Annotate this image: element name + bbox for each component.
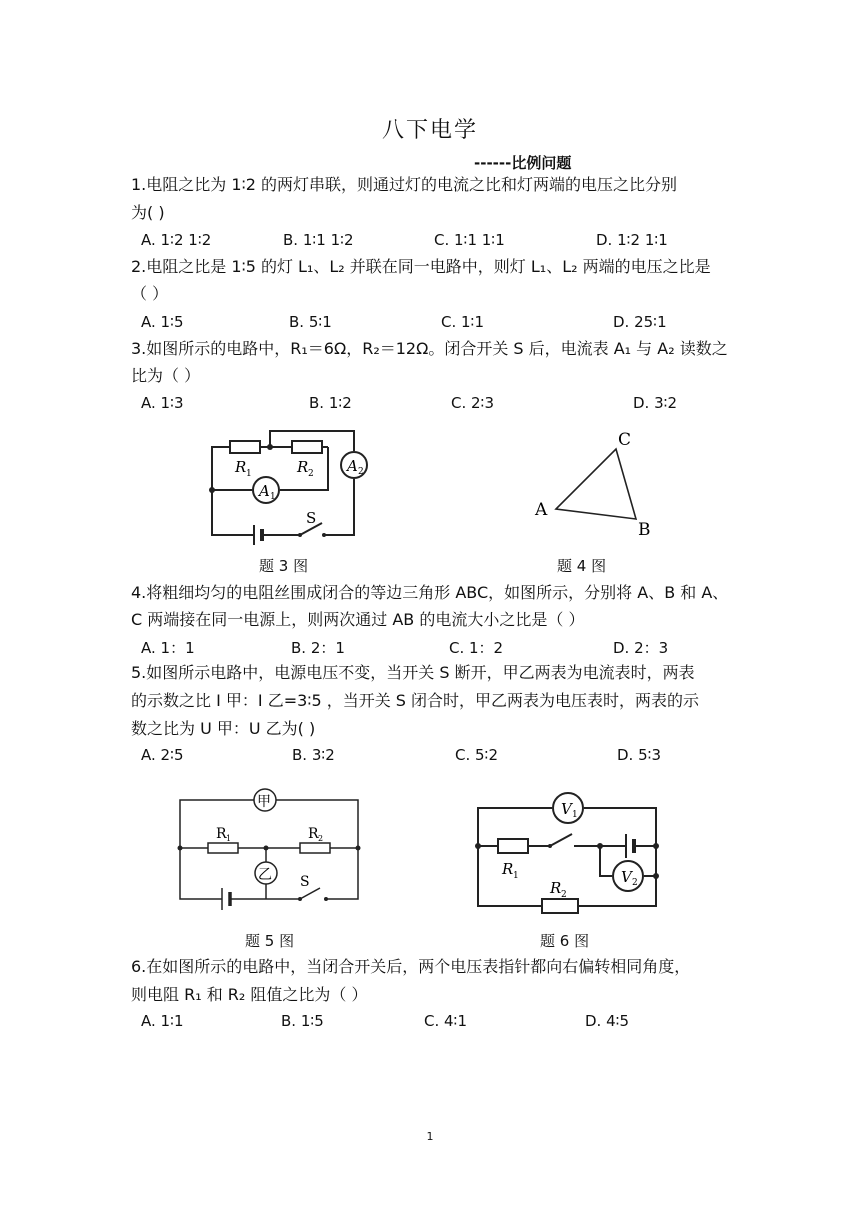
question-4-option-b: B. 2：1 [291,639,345,657]
question-3-option-a: A. 1∶3 [141,394,184,412]
question-4-line-2: C 两端接在同一电源上，则两次通过 AB 的电流大小之比是（ ） [131,610,585,629]
question-1-line-1: 1.电阻之比为 1∶2 的两灯串联，则通过灯的电流之比和灯两端的电压之比分别 [131,175,677,194]
r1-sub: 1 [246,469,252,479]
question-6-option-d: D. 4∶5 [585,1012,630,1030]
voltmeter-v1-sub: 1 [572,810,578,820]
question-3-option-b: B. 1∶2 [309,394,352,412]
ammeter-a1-label: A [259,482,270,500]
r1-sub: 1 [226,834,232,843]
page-title: 八下电学 [381,118,478,143]
question-2-option-c: C. 1∶1 [441,313,485,331]
figure-5-circuit [172,786,364,916]
voltmeter-v1-label: V [561,800,572,818]
resistor-r2 [542,899,578,913]
ammeter-a1-sub: 1 [270,492,276,502]
figure-4-caption: 题 4 图 [557,557,607,575]
question-4-option-c: C. 1：2 [449,639,504,657]
meter-yi-label: 乙 [258,867,272,883]
question-5-option-c: C. 5∶2 [455,746,499,764]
question-2-line-1: 2.电阻之比是 1∶5 的灯 L₁、L₂ 并联在同一电路中，则灯 L₁、L₂ 两端的电压之比是 [131,257,711,276]
figure-3-caption: 题 3 图 [259,557,309,575]
r1-sub: 1 [513,871,519,881]
question-5-option-b: B. 3∶2 [292,746,335,764]
resistor-r1 [498,839,528,853]
question-2-option-d: D. 25∶1 [613,313,667,331]
voltmeter-v2-sub: 2 [632,878,638,888]
meter-jia-label: 甲 [257,794,271,810]
question-6-option-a: A. 1∶1 [141,1012,184,1030]
r2-sub: 2 [561,890,567,900]
question-1-option-c: C. 1∶1 1∶1 [434,231,505,249]
question-3-option-d: D. 3∶2 [633,394,678,412]
question-2-option-a: A. 1∶5 [141,313,184,331]
figure-3-circuit [200,425,380,550]
r2-sub: 2 [318,834,324,843]
r2-label: R [308,826,319,842]
question-3-option-c: C. 2∶3 [451,394,495,412]
resistor-r1 [230,441,260,453]
vertex-a-label: A [535,500,548,520]
switch-label: S [300,874,310,890]
question-6-option-c: C. 4∶1 [424,1012,468,1030]
question-6-line-1: 6.在如图所示的电路中，当闭合开关后，两个电压表指针都向右偏转相同角度， [131,957,691,976]
question-4-option-a: A. 1：1 [141,639,195,657]
ammeter-a2-sub: 2 [358,467,364,477]
page-number: 1 [426,1130,434,1143]
question-6-option-b: B. 1∶5 [281,1012,324,1030]
question-2-line-2: （ ） [131,284,169,303]
question-1-option-a: A. 1∶2 1∶2 [141,231,212,249]
question-5-option-d: D. 5∶3 [617,746,662,764]
figure-6-circuit [468,784,664,920]
question-1-line-2: 为( ) [131,203,165,222]
question-5-line-3: 数之比为 U 甲：U 乙为( ) [131,719,316,738]
figure-6-caption: 题 6 图 [540,932,590,950]
question-1-option-d: D. 1∶2 1∶1 [596,231,668,249]
voltmeter-v2-label: V [621,868,632,886]
figure-5-caption: 题 5 图 [245,932,295,950]
vertex-b-label: B [638,520,651,540]
ammeter-a2-label: A [347,457,358,475]
question-4-line-1: 4.将粗细均匀的电阻丝围成闭合的等边三角形 ABC，如图所示，分别将 A、B 和 A、 [131,583,729,602]
question-4-option-d: D. 2：3 [613,639,669,657]
r1-label: R [235,458,247,476]
figure-4-triangle [528,425,668,545]
r1-label: R [216,826,227,842]
switch-label: S [306,509,317,527]
r2-label: R [550,879,562,897]
resistor-r1 [208,843,238,853]
r2-label: R [297,458,309,476]
resistor-r2 [300,843,330,853]
vertex-c-label: C [618,430,632,450]
question-3-line-2: 比为（ ） [131,366,201,385]
question-5-line-1: 5.如图所示电路中，电源电压不变，当开关 S 断开，甲乙两表为电流表时，两表 [131,663,695,682]
question-5-line-2: 的示数之比 I 甲：I 乙=3∶5 ，当开关 S 闭合时，甲乙两表为电压表时，两表的示 [131,691,700,710]
r1-label: R [502,860,514,878]
question-6-line-2: 则电阻 R₁ 和 R₂ 阻值之比为（ ） [131,985,368,1004]
page-subtitle: ------比例问题 [474,154,572,172]
question-3-line-1: 3.如图所示的电路中，R₁＝6Ω，R₂＝12Ω。闭合开关 S 后，电流表 A₁ 与 A₂ 读数之 [131,339,728,358]
r2-sub: 2 [308,469,314,479]
resistor-r2 [292,441,322,453]
question-5-option-a: A. 2∶5 [141,746,184,764]
question-2-option-b: B. 5∶1 [289,313,332,331]
question-1-option-b: B. 1∶1 1∶2 [283,231,354,249]
